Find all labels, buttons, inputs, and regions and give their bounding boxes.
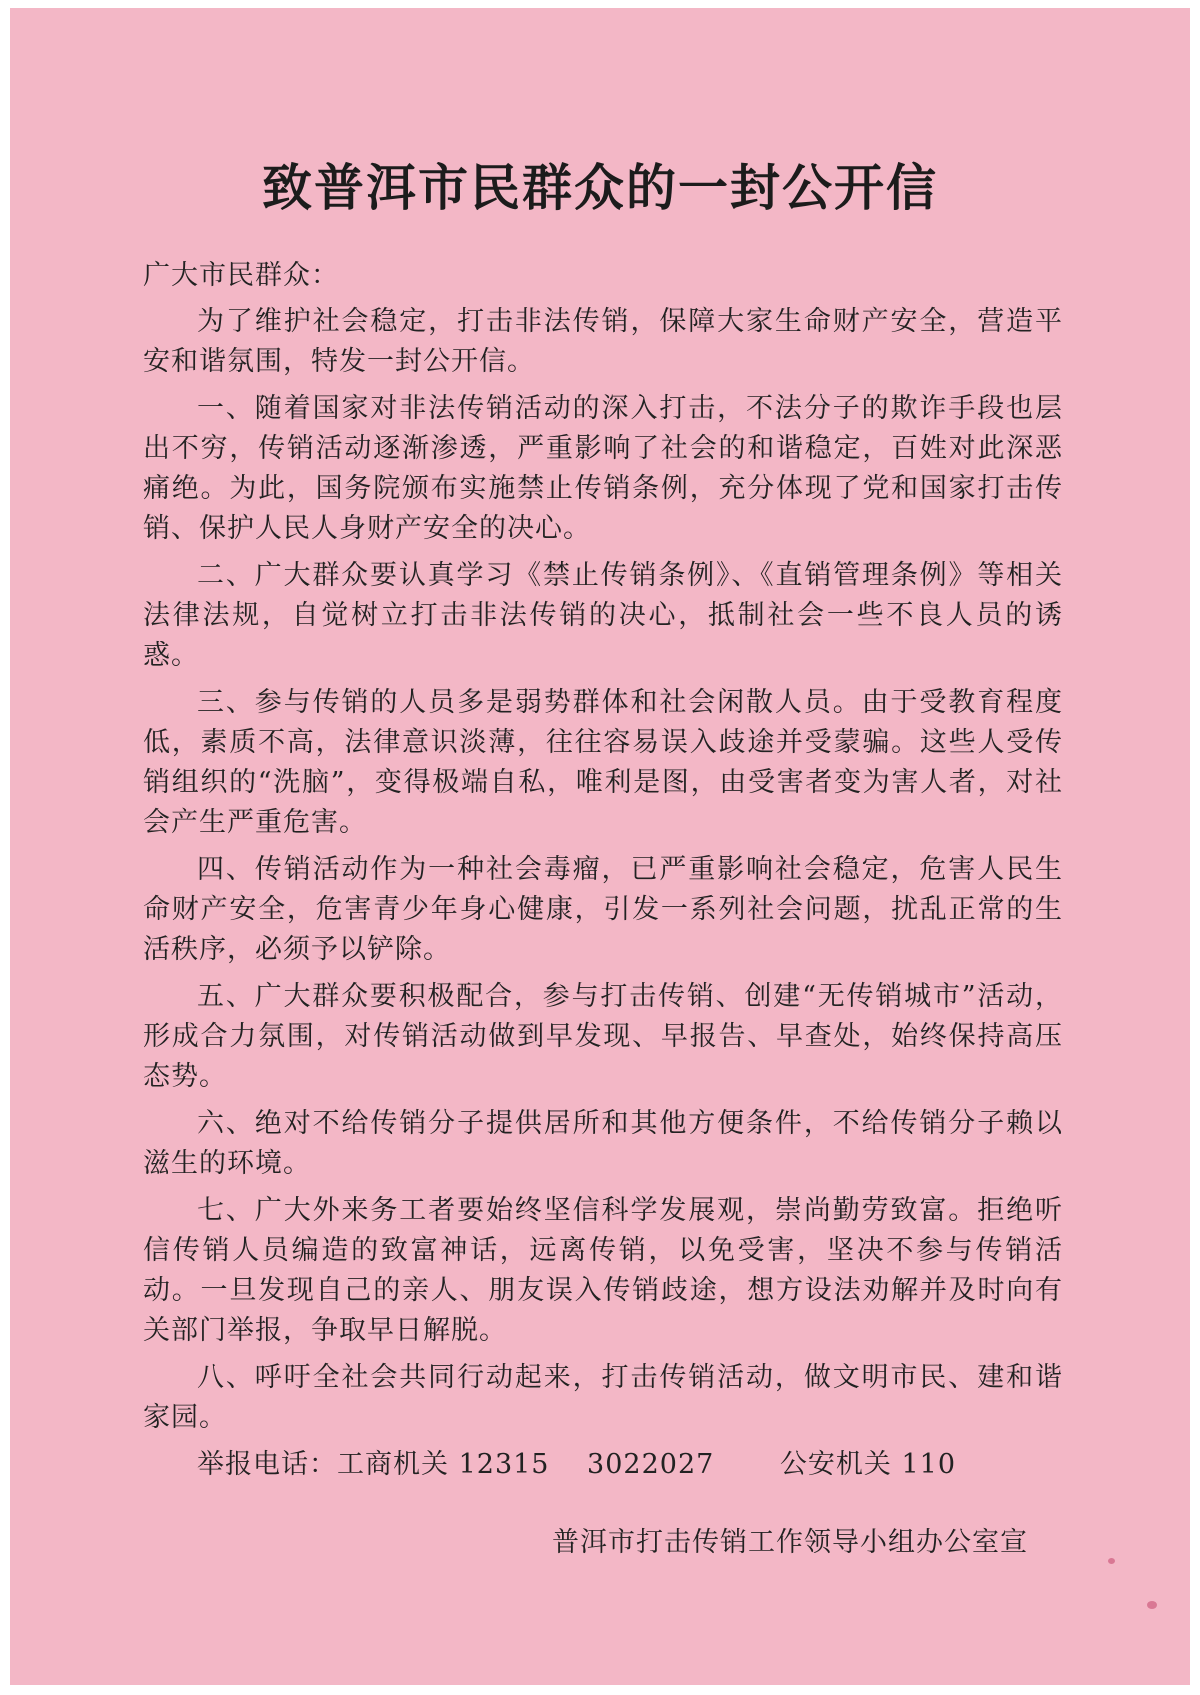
paper-speck [1147,1601,1157,1609]
paragraph-7: 七、广大外来务工者要始终坚信科学发展观，崇尚勤劳致富。拒绝听信传销人员编造的致富神话，远离传销，以免受害，坚决不参与传销活动。一旦发现自己的亲人、朋友误入传销歧途，想方设法劝解并及时向有关部门举报，争取早日解脱。 [143,1195,1063,1346]
paragraph-2: 二、广大群众要认真学习《禁止传销条例》、《直销管理条例》等相关法律法规，自觉树立打击非法传销的决心，抵制社会一些不良人员的诱惑。 [143,560,1063,671]
paragraph-8: 八、呼吁全社会共同行动起来，打击传销活动，做文明市民、建和谐家园。 [143,1362,1063,1433]
hotline-numbers: 举报电话：工商机关 12315 3022027 公安机关 110 [197,1449,957,1480]
page-title: 致普洱市民群众的一封公开信 [262,158,938,217]
paper-speck [1108,1558,1115,1564]
paragraph-5: 五、广大群众要积极配合，参与打击传销、创建“无传销城市”活动，形成合力氛围，对传销活动做到早发现、早报告、早查处，始终保持高压态势。 [143,981,1063,1092]
letter-page [10,8,1190,1685]
paragraph-6: 六、绝对不给传销分子提供居所和其他方便条件，不给传销分子赖以滋生的环境。 [143,1108,1063,1179]
paragraph-intro: 为了维护社会稳定，打击非法传销，保障大家生命财产安全，营造平安和谐氛围，特发一封公开信。 [143,306,1063,377]
salutation: 广大市民群众： [143,260,339,291]
paragraph-4: 四、传销活动作为一种社会毒瘤，已严重影响社会稳定，危害人民生命财产安全，危害青少年身心健康，引发一系列社会问题，扰乱正常的生活秩序，必须予以铲除。 [143,854,1063,965]
paragraph-1: 一、随着国家对非法传销活动的深入打击，不法分子的欺诈手段也层出不穷，传销活动逐渐渗透，严重影响了社会的和谐稳定，百姓对此深恶痛绝。为此，国务院颁布实施禁止传销条例，充分体现了党和国家打击传销、保护人民人身财产安全的决心。 [143,393,1063,544]
letter-body [143,256,1063,1485]
issuer-signature: 普洱市打击传销工作领导小组办公室宣 [552,1527,1028,1558]
paragraph-3: 三、参与传销的人员多是弱势群体和社会闲散人员。由于受教育程度低，素质不高，法律意识淡薄，往往容易误入歧途并受蒙骗。这些人受传销组织的“洗脑”，变得极端自私，唯利是图，由受害者变为害人者，对社会产生严重危害。 [143,687,1063,838]
